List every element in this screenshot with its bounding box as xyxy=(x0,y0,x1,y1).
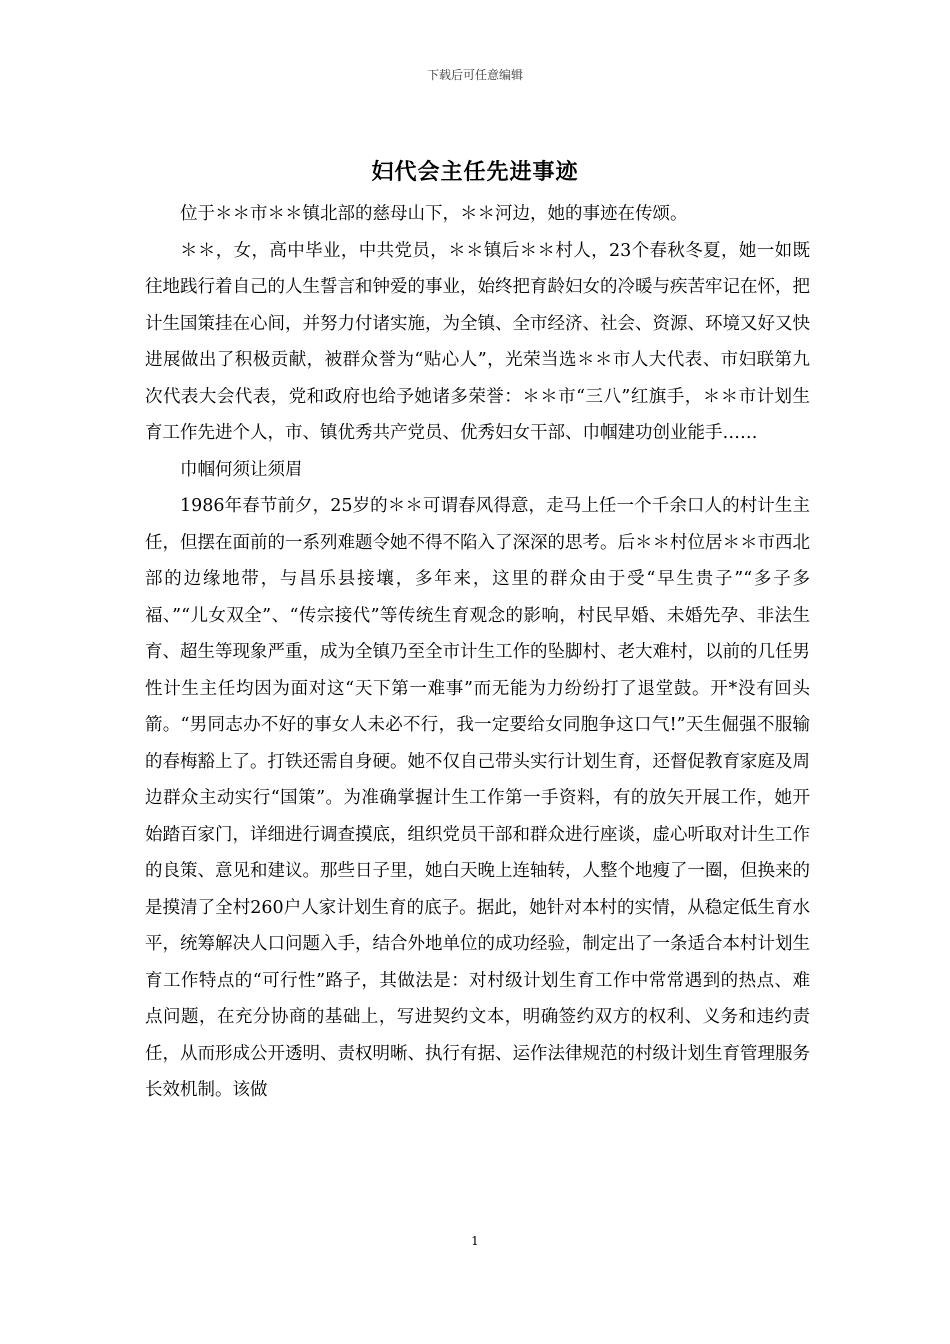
document-title: 妇代会主任先进事迹 xyxy=(371,159,579,185)
page-header: 下载后可任意编辑 xyxy=(426,68,523,82)
document-body xyxy=(145,196,810,1109)
page-number: 1 xyxy=(471,1234,479,1248)
paragraph-profile: ＊＊，女，高中毕业，中共党员，＊＊镇后＊＊村人，23个春秋冬夏，她一如既往地践行着自己的人生誓言和钟爱的事业，始终把育龄妇女的冷暖与疾苦牢记在怀，把计生国策挂在心间，并努力付诸实施，为全镇、全市经济、社会、资源、环境又好又快进展做出了积极贡献，被群众誉为“贴心人”，光荣当选＊＊市人大代表、市妇联第九次代表大会代表，党和政府也给予她诸多荣誉：＊＊市“三八”红旗手，＊＊市计划生育工作先进个人，市、镇优秀共产党员、优秀妇女干部、巾帼建功创业能手…… xyxy=(145,240,810,443)
section-heading: 巾帼何须让须眉 xyxy=(180,459,303,480)
paragraph-intro: 位于＊＊市＊＊镇北部的慈母山下，＊＊河边，她的事迹在传颂。 xyxy=(180,204,688,224)
paragraph-story: 1986年春节前夕，25岁的＊＊可谓春风得意，走马上任一个千余口人的村计生主任，但摆在面前的一系列难题令她不得不陷入了深深的思考。后＊＊村位居＊＊市西北部的边缘地带，与昌乐县接壤，多年来，这里的群众由于受“早生贵子”“多子多福、”“儿女双全”、“传宗接代”等传统生育观念的影响，村民早婚、未婚先孕、非法生育、超生等现象严重，成为全镇乃至全市计生工作的坠脚村、老大难村，以前的几任男性计生主任均因为面对这“天下第一难事”而无能为力纷纷打了退堂鼓。开*没有回头箭。“男同志办不好的事女人未必不行，我一定要给女同胞争这口气!”天生倔强不服输的春梅豁上了。打铁还需自身硬。她不仅自己带头实行计划生育，还督促教育家庭及周边群众主动实行“国策”。为准确掌握计生工作第一手资料，有的放矢开展工作，她开始踏百家门，详细进行调查摸底，组织党员干部和群众进行座谈，虚心听取对计生工作的良策、意见和建议。那些日子里，她白天晚上连轴转，人整个地瘦了一圈，但换来的是摸清了全村260户人家计划生育的底子。据此，她针对本村的实情，从稳定低生育水平，统筹解决人口问题入手，结合外地单位的成功经验，制定出了一条适合本村计划生育工作特点的“可行性”路子，其做法是：对村级计划生育工作中常常遇到的热点、难点问题，在充分协商的基础上，写进契约文本，明确签约双方的权利、义务和违约责任，从而形成公开透明、责权明晰、执行有据、运作法律规范的村级计划生育管理服务长效机制。该做 xyxy=(145,496,810,1100)
